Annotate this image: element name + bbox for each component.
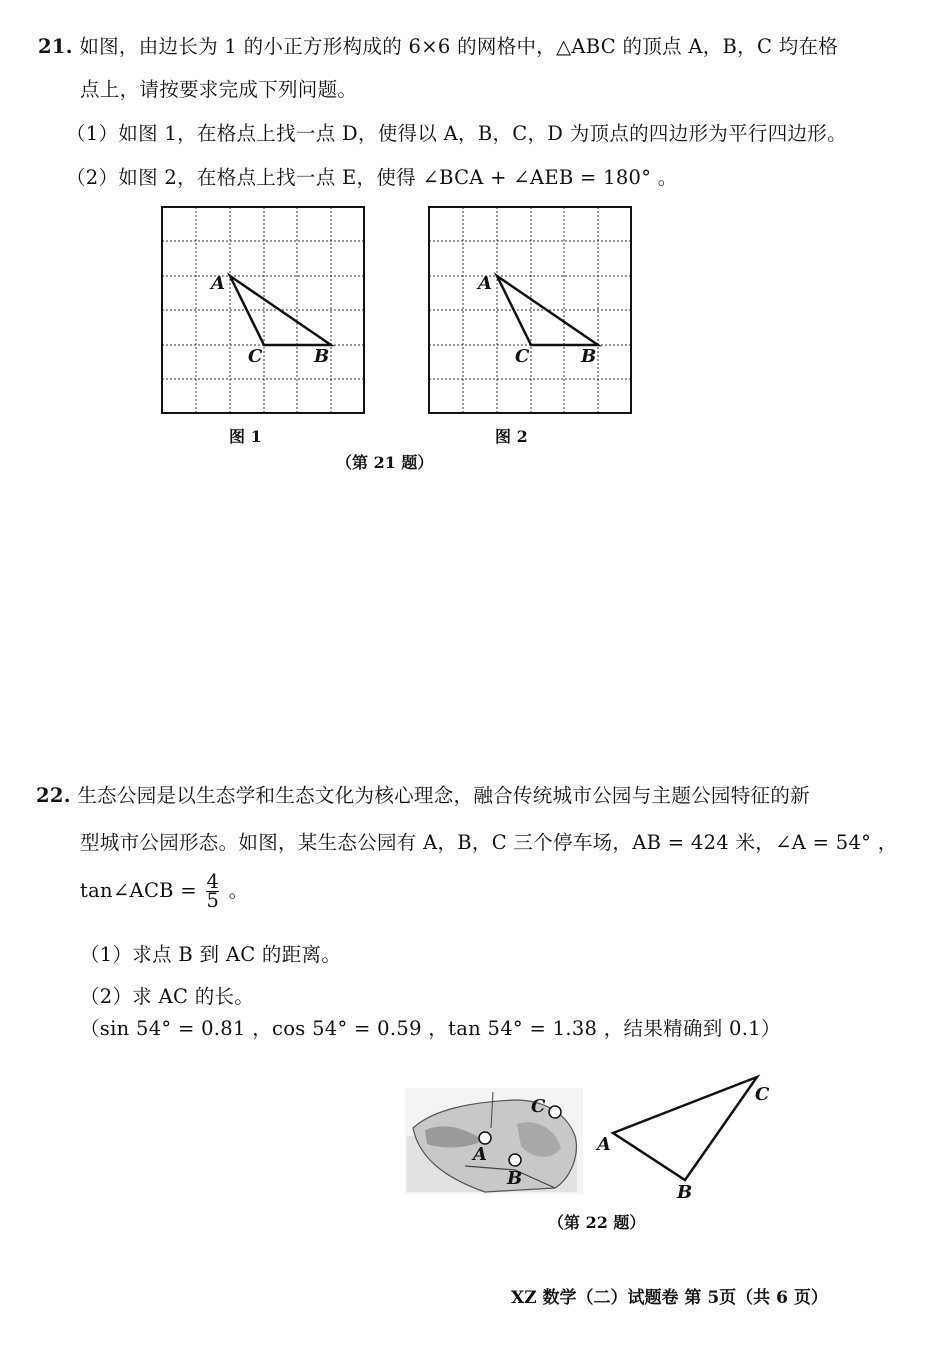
page-footer: XZ 数学（二）试题卷 第 5页（共 6 页） (511, 1288, 828, 1308)
tan-denominator: 5 (206, 889, 220, 912)
grid-lines (429, 207, 631, 413)
label-b: B (314, 346, 330, 367)
q21-number: 21. (38, 35, 73, 58)
label-a: A (597, 1134, 611, 1155)
triangle-abc (613, 1077, 757, 1180)
q21-line2: 点上，请按要求完成下列问题。 (80, 78, 358, 101)
q21-figure2 (427, 205, 635, 417)
q22-triangle-diagram (595, 1070, 785, 1204)
label-a: A (211, 273, 225, 294)
label-c: C (248, 346, 263, 367)
q22-figure-caption: （第 22 题） (548, 1213, 646, 1232)
q22-number: 22. (36, 784, 71, 807)
label-c: C (755, 1084, 770, 1105)
q22-text-1: 生态公园是以生态学和生态文化为核心理念，融合传统城市公园与主题公园特征的新 (77, 784, 810, 807)
q22-tan-line (80, 870, 249, 912)
q22-line1 (36, 783, 810, 809)
label-b: B (581, 346, 597, 367)
q22-part1: （1）求点 B 到 AC 的距离。 (80, 943, 342, 966)
park-map-image (405, 1088, 583, 1194)
fig1-caption: 图 1 (229, 427, 262, 446)
q21-text-1: 如图，由边长为 1 的小正方形构成的 6×6 的网格中，△ABC 的顶点 A，B，C 均在格 (79, 35, 839, 58)
tan-numerator: 4 (206, 870, 220, 893)
q21-figure1 (160, 205, 368, 417)
grid-lines (162, 207, 364, 413)
label-b: B (677, 1182, 693, 1203)
q21-figure-caption: （第 21 题） (336, 453, 434, 472)
q22-line2: 型城市公园形态。如图，某生态公园有 A，B，C 三个停车场，AB = 424 米，∠A = 54° ， (80, 831, 898, 854)
map-label-a: A (473, 1144, 487, 1165)
map-label-c: C (531, 1096, 546, 1117)
fig2-caption: 图 2 (495, 427, 528, 446)
tan-prefix: tan∠ACB = (80, 879, 197, 902)
q22-hint: （sin 54° = 0.81 ，cos 54° = 0.59 ，tan 54° = 1.38 ，结果精确到 0.1） (80, 1017, 781, 1040)
map-label-b: B (507, 1168, 523, 1189)
tan-suffix: 。 (228, 879, 249, 902)
q21-part2: （2）如图 2，在格点上找一点 E，使得 ∠BCA + ∠AEB = 180° 。 (66, 166, 678, 189)
q21-line1 (38, 34, 838, 60)
q21-part1: （1）如图 1，在格点上找一点 D，使得以 A，B，C，D 为顶点的四边形为平行四边形。 (66, 122, 847, 145)
q22-part2: （2）求 AC 的长。 (80, 985, 255, 1008)
label-a: A (478, 273, 492, 294)
label-c: C (515, 346, 530, 367)
tan-fraction (206, 870, 220, 912)
